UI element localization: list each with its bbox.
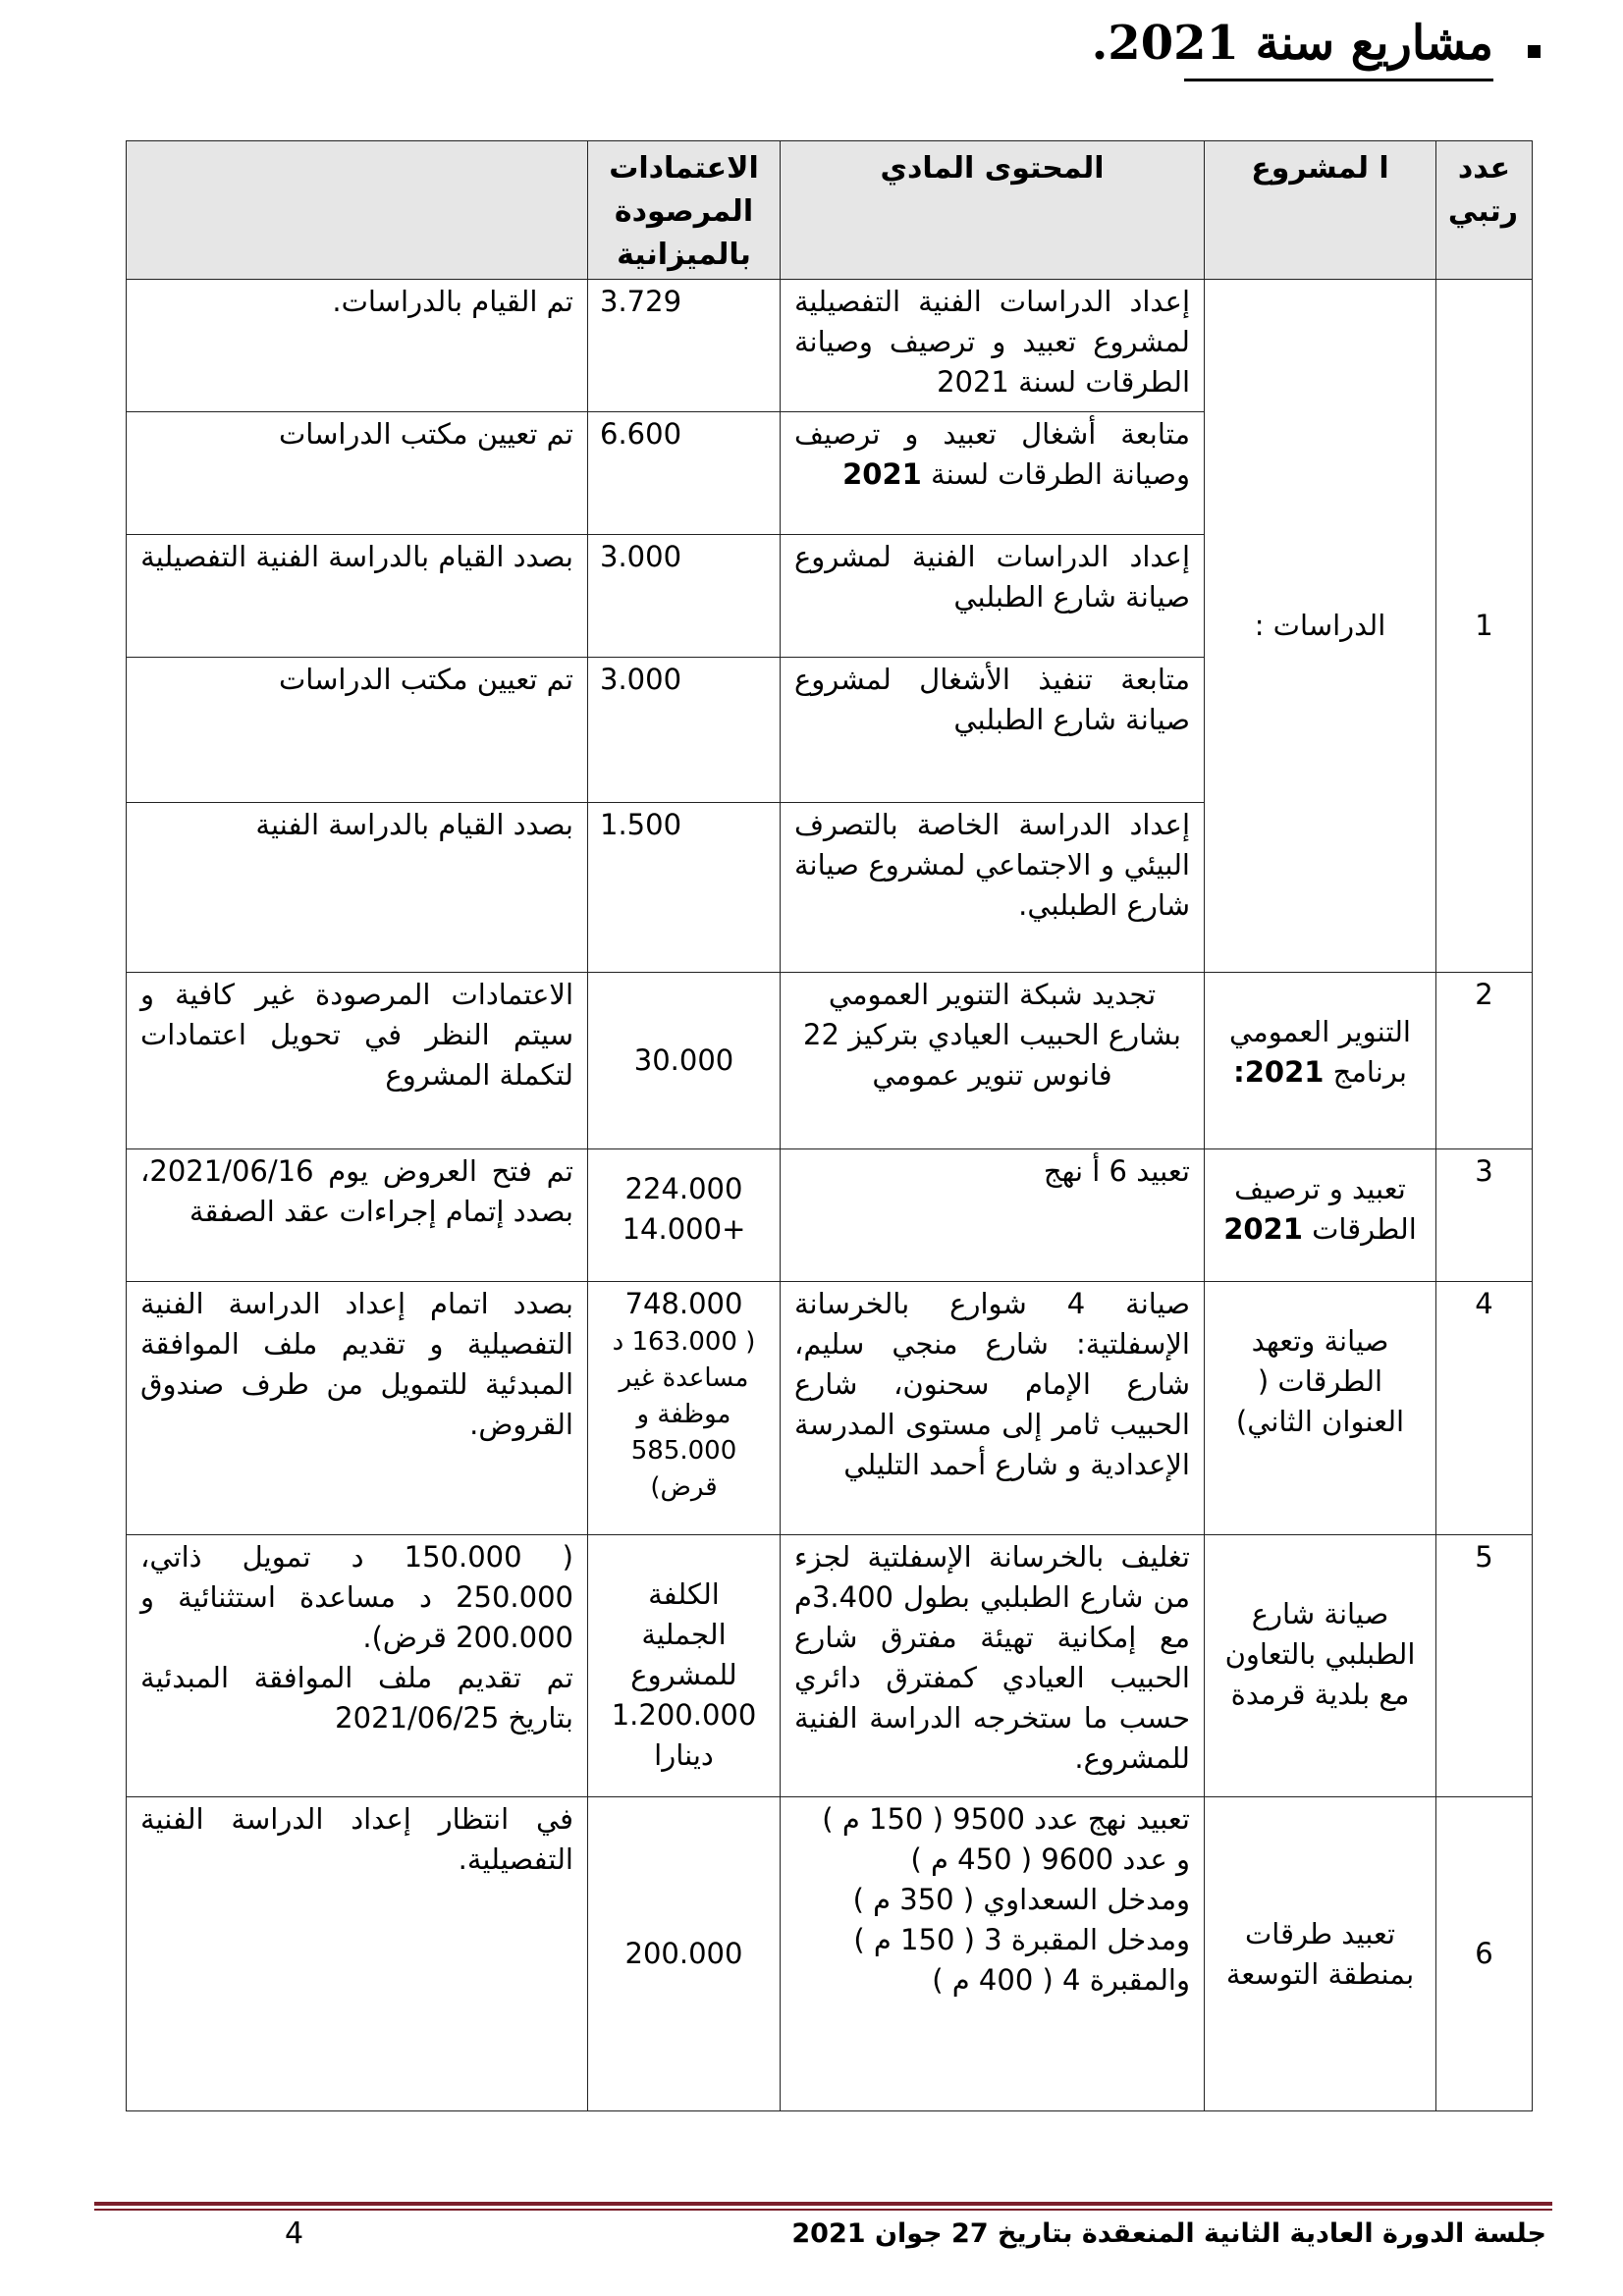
title-underline [1184,79,1493,81]
row-number: 6 [1436,1797,1533,2111]
content-cell: إعداد الدراسات الفنية لمشروع صيانة شارع الطبلبي [781,535,1205,658]
footer-session-text: جلسة الدورة العادية الثانية المنعقدة بتاريخ 27 جوان 2021 [791,2218,1546,2249]
project-name: الدراسات : [1205,280,1436,973]
content-cell: إعداد الدراسة الخاصة بالتصرف البيئي و الاجتماعي لمشروع صيانة شارع الطبلبي. [781,803,1205,973]
budget-cell: 3.729 [588,280,781,412]
table-row [127,280,1533,412]
page-title: مشاريع سنة 2021. [1091,16,1493,71]
status-line: تم تقديم ملف الموافقة المبدئية بتاريخ 2021/06/25 [140,1661,573,1735]
budget-line: 748.000 [624,1287,743,1320]
content-line: و عدد 9600 ( 450 م ) [910,1842,1190,1876]
table-row [127,1282,1533,1535]
project-year: 2021 [1223,1212,1303,1246]
content-cell [781,1797,1205,2111]
budget-line: +14.000 [622,1212,746,1246]
status-cell: تم القيام بالدراسات. [127,280,588,412]
footer-divider-thin [94,2209,1552,2211]
content-text: متابعة أشغال تعبيد و ترصيف وصيانة الطرقات لسنة [794,417,1190,491]
status-cell: تم تعيين مكتب الدراسات [127,658,588,803]
row-number: 5 [1436,1535,1533,1797]
content-cell: متابعة تنفيذ الأشغال لمشروع صيانة شارع الطبلبي [781,658,1205,803]
content-cell: إعداد الدراسات الفنية التفصيلية لمشروع تعبيد و ترصيف وصيانة الطرقات لسنة 2021 [781,280,1205,412]
project-name: تعبيد طرقات بمنطقة التوسعة [1205,1797,1436,2111]
budget-cell: 3.000 [588,658,781,803]
content-year: 2021 [842,457,922,491]
header-status [127,141,588,280]
content-cell [781,412,1205,535]
content-cell: تعبيد 6 أ نهج [781,1149,1205,1282]
header-material-content: المحتوى المادي [781,141,1205,280]
row-number: 1 [1436,280,1533,973]
content-cell: تجديد شبكة التنوير العمومي بشارع الحبيب العيادي بتركيز 22 فانوس تنوير عمومي [781,973,1205,1149]
project-text: تعبيد و ترصيف الطرقات [1234,1172,1417,1246]
header-project: ا لمشروع [1205,141,1436,280]
footer-divider [94,2202,1552,2206]
content-line: ومدخل المقبرة 3 ( 150 م ) [853,1923,1190,1956]
bullet-square-icon [1528,45,1541,58]
budget-cell [588,1282,781,1535]
table-row [127,1535,1533,1797]
page-number: 4 [285,2216,304,2251]
budget-cell [588,1149,781,1282]
content-line: ومدخل السعداوي ( 350 م ) [852,1883,1190,1916]
content-line: والمقبرة 4 ( 400 م ) [932,1963,1190,1997]
budget-cell: 30.000 [588,973,781,1149]
status-cell: في انتظار إعداد الدراسة الفنية التفصيلية. [127,1797,588,2111]
budget-note: ( 163.000 د مساعدة غير موظفة و 585.000 قرض) [612,1327,756,1502]
budget-cell: 200.000 [588,1797,781,2111]
project-name [1205,1149,1436,1282]
budget-line: 224.000 [624,1172,743,1205]
project-name [1205,973,1436,1149]
projects-table [126,140,1533,2111]
header-budget: الاعتمادات المرصودة بالميزانية [588,141,781,280]
budget-cell: 1.500 [588,803,781,973]
project-name: صيانة وتعهد الطرقات ( العنوان الثاني) [1205,1282,1436,1535]
status-cell: تم تعيين مكتب الدراسات [127,412,588,535]
project-name: صيانة شارع الطبلبي بالتعاون مع بلدية قرمدة [1205,1535,1436,1797]
row-number: 3 [1436,1149,1533,1282]
content-cell: صيانة 4 شوارع بالخرسانة الإسفلتية: شارع منجي سليم، شارع الإمام سحنون، شارع الحبيب ثامر إلى مستوى المدرسة الإعدادية و شارع أحمد التليلي [781,1282,1205,1535]
row-number: 4 [1436,1282,1533,1535]
status-line: ( 150.000 د تمويل ذاتي، 250.000 د مساعدة استثنائية و 200.000 قرض). [140,1540,573,1654]
status-cell [127,1535,588,1797]
project-year: 2021: [1233,1055,1325,1089]
table-row [127,1149,1533,1282]
table-header-row [127,141,1533,280]
status-cell: بصدد القيام بالدراسة الفنية [127,803,588,973]
page-header [785,12,1552,90]
status-cell: بصدد القيام بالدراسة الفنية التفصيلية [127,535,588,658]
row-number: 2 [1436,973,1533,1149]
project-text: التنوير العمومي برنامج [1228,1015,1411,1089]
status-cell: تم فتح العروض يوم 2021/06/16، بصدد إتمام إجراءات عقد الصفقة [127,1149,588,1282]
budget-cell: 3.000 [588,535,781,658]
status-cell: الاعتمادات المرصودة غير كافية و سيتم النظر في تحويل اعتمادات لتكملة المشروع [127,973,588,1149]
budget-cell: الكلفة الجملية للمشروع 1.200.000 دينارا [588,1535,781,1797]
content-line: تعبيد نهج عدد 9500 ( 150 م ) [822,1802,1190,1836]
content-cell: تغليف بالخرسانة الإسفلتية لجزء من شارع الطبلبي بطول 3.400م مع إمكانية تهيئة مفترق شارع الحبيب العيادي كمفترق دائري حسب ما ستخرجه الدراسة الفنية للمشروع. [781,1535,1205,1797]
header-serial-number: عدد رتبي [1436,141,1533,280]
status-cell: بصدد اتمام إعداد الدراسة الفنية التفصيلية و تقديم ملف الموافقة المبدئية للتمويل من طرف صندوق القروض. [127,1282,588,1535]
table-row [127,973,1533,1149]
table-row [127,1797,1533,2111]
budget-cell: 6.600 [588,412,781,535]
